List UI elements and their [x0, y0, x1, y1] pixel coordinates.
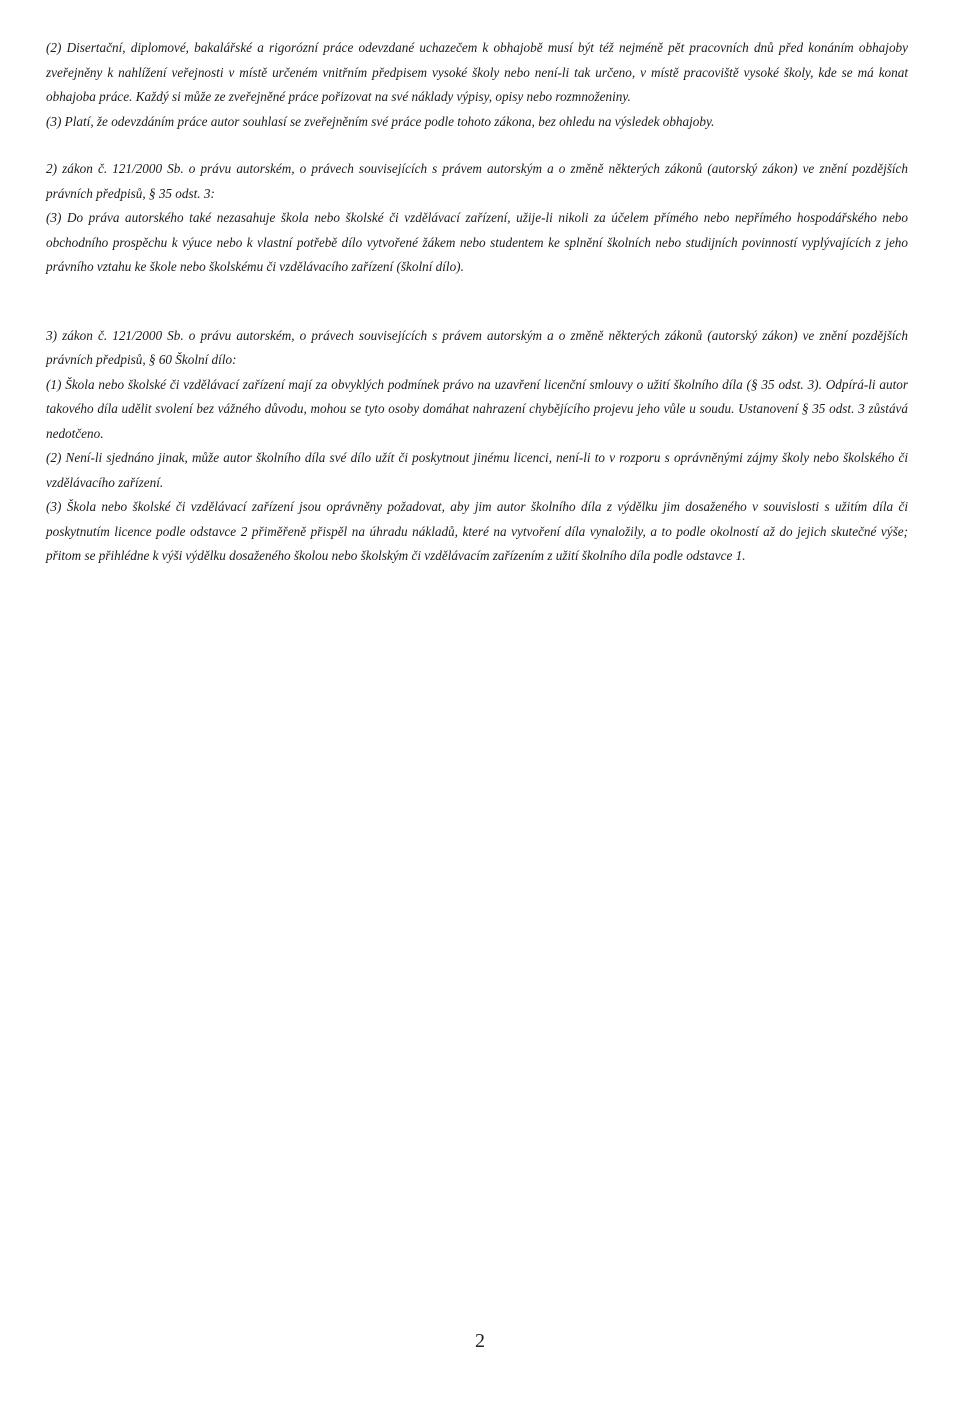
paragraph-disclosure-of-theses: (2) Disertační, diplomové, bakalářské a rigorózní práce odevzdané uchazečem k obhajobě musí být též nejméně pět pracovních dnů před konáním obhajoby zveřejněny k nahlížení veřejnosti v místě určeném vnitřním předpisem vysoké školy nebo není-li tak určeno, v místě pracoviště vysoké školy, kde se má konat obhajoba práce. Každý si může ze zveřejněné práce pořizovat na své náklady výpisy, opisy nebo rozmnoženiny. — [46, 40, 908, 104]
paragraph-consent-to-publication: (3) Platí, že odevzdáním práce autor souhlasí se zveřejněním své práce podle tohoto zákona, bez ohledu na výsledek obhajoby. — [46, 113, 715, 129]
paragraph-cost-contribution: (3) Škola nebo školské či vzdělávací zařízení jsou oprávněny požadovat, aby jim autor školního díla z výdělku jim dosaženého v souvislosti s užitím díla či poskytnutím licence podle odstavce 2 přiměřeně přispěl na úhradu nákladů, které na vytvoření díla vynaložily, a to podle okolností až do jejich skutečné výše; přitom se přihlédne k výši výdělku dosaženého školou nebo školským či vzdělávacím zařízením z užití školního díla podle odstavce 1. — [46, 499, 908, 563]
paragraph-author-license: (2) Není-li sjednáno jinak, může autor školního díla své dílo užít či poskytnout jinému licenci, není-li to v rozporu s oprávněnými zájmy školy nebo školského či vzdělávacího zařízení. — [46, 450, 908, 490]
footnote-2-heading: 2) zákon č. 121/2000 Sb. o právu autorském, o právech souvisejících s právem autorským a o změně některých zákonů (autorský zákon) ve znění pozdějších právních předpisů, § 35 odst. 3: — [46, 161, 908, 201]
paragraph-school-work-definition: (3) Do práva autorského také nezasahuje škola nebo školské či vzdělávací zařízení, užije-li nikoli za účelem přímého nebo nepřímého hospodářského nebo obchodního prospěchu k výuce nebo k vlastní potřebě dílo vytvořené žákem nebo studentem ke splnění školních nebo studijních povinností vyplývajících z jeho právního vztahu ke škole nebo školskému či vzdělávacího zařízení (školní dílo). — [46, 210, 908, 274]
document-body — [46, 36, 908, 569]
paragraph-license-agreement: (1) Škola nebo školské či vzdělávací zařízení mají za obvyklých podmínek právo na uzavření licenční smlouvy o užití školního díla (§ 35 odst. 3). Odpírá-li autor takového díla udělit svolení bez vážného důvodu, mohou se tyto osoby domáhat nahrazení chybějícího projevu jeho vůle u soudu. Ustanovení § 35 odst. 3 zůstává nedotčeno. — [46, 376, 908, 441]
footnote-3-heading: 3) zákon č. 121/2000 Sb. o právu autorském, o právech souvisejících s právem autorským a o změně některých zákonů (autorský zákon) ve znění pozdějších právních předpisů, § 60 Školní dílo: — [46, 327, 908, 367]
page-number: 2 — [475, 1330, 485, 1352]
